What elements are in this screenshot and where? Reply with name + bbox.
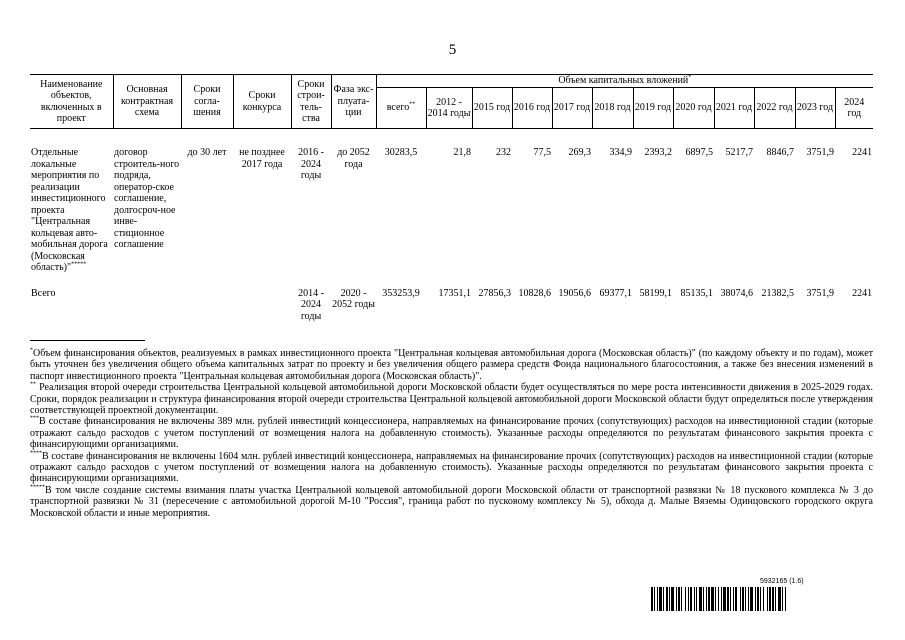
barcode-bar	[748, 587, 749, 611]
barcode-bar	[681, 587, 682, 611]
row-value: 10828,6	[518, 287, 551, 299]
row-name: Всего	[31, 287, 56, 299]
footnote: ****В составе финансирования не включены 1604 млн. рублей инвестиций концессионера, направляемых на финансирование прочих (сопутствующих) расходов на инвестиционной стадии (которые отражают сальдо расходов с учетом поступлений от возмещения налога на добавленную стоимость). Указанные расходы определяются по результатам финансового закрытия проекта с финансирующими организациями.	[30, 450, 873, 485]
barcode-bar	[775, 587, 776, 611]
header-year: 2012 - 2014 годы	[426, 88, 472, 129]
footnotes	[30, 348, 873, 519]
row-total: 353253,9	[382, 287, 420, 299]
page-number: 5	[448, 42, 457, 58]
footnote-separator	[30, 340, 145, 341]
barcode	[651, 587, 872, 611]
barcode-bar	[769, 587, 771, 611]
header-year: 2018 год	[592, 88, 633, 129]
row-value: 38074,6	[720, 287, 753, 299]
barcode-bar	[763, 587, 764, 611]
barcode-bar	[694, 587, 695, 611]
barcode-bar	[745, 587, 746, 611]
barcode-bar	[678, 587, 680, 611]
barcode-bar	[676, 587, 677, 611]
barcode-bar	[757, 587, 759, 611]
row-operation: 2020 - 2052 годы	[332, 287, 375, 310]
barcode-bar	[690, 587, 692, 611]
barcode-bar	[767, 587, 768, 611]
barcode-bar	[669, 587, 670, 611]
header-year: 2020 год	[673, 88, 714, 129]
header-tender: Сроки конкурса	[233, 75, 291, 129]
barcode-bar	[671, 587, 674, 611]
footnote: *****В том числе создание системы взимания платы участка Центральной кольцевой автомобильной дороги Московской области от транспортной развязки № 18 пускового комплекса № 3 до транспортной развязки № 31 (пересечение с автомобильной дорогой М-10 "Россия", граница работ по пусковому комплексу № 5), обхода д. Малые Вяземы Одинцовского городского округа Московской области и иные мероприятия.	[30, 484, 873, 519]
barcode-bar	[742, 587, 744, 611]
row-value: 85135,1	[680, 287, 713, 299]
barcode-bar	[785, 587, 786, 611]
barcode-bar	[782, 587, 783, 611]
row-value: 2241	[852, 147, 873, 158]
barcode-bar	[651, 587, 653, 611]
header-build: Сроки строи-тель-ства	[291, 75, 331, 129]
barcode-bar	[718, 587, 719, 611]
header-deadline: Сроки согла-шения	[181, 75, 233, 129]
barcode-bar	[708, 587, 710, 611]
barcode-bar	[659, 587, 662, 611]
table-row	[30, 288, 873, 323]
row-value: 58199,1	[639, 287, 672, 299]
footnote: ** Реализация второй очереди строительства Центральной кольцевой автомобильной дороги Московской области будет осуществляться по мере роста интенсивности движения в 2025-2029 годах. Сроки, порядок реализации и структура финансирования второй очереди строительства Центральной кольцевой автомобильной дороги Московской области будут определяться после утверждения соответствующей проектной документации.	[30, 381, 873, 417]
barcode-bar	[750, 587, 753, 611]
barcode-bar	[699, 587, 702, 611]
row-value: 77,5	[533, 147, 551, 158]
barcode-bar	[706, 587, 707, 611]
barcode-bar	[663, 587, 664, 611]
row-value: 269,3	[568, 147, 591, 158]
barcode-bar	[723, 587, 726, 611]
barcode-bar	[657, 587, 658, 611]
capital-investment-table	[30, 74, 873, 322]
header-scheme: Основная контрактная схема	[113, 75, 181, 129]
barcode-bar	[760, 587, 761, 611]
barcode-bar	[696, 587, 697, 611]
header-operation: Фаза экс-плуата-ции	[331, 75, 376, 129]
barcode-bar	[740, 587, 741, 611]
barcode-bar	[733, 587, 734, 611]
row-value: 21,8	[453, 147, 471, 158]
row-value: 2393,2	[644, 147, 672, 158]
barcode-bar	[666, 587, 668, 611]
row-total: 30283,5	[384, 147, 418, 158]
row-value: 6897,5	[685, 147, 713, 158]
table-row	[30, 147, 873, 274]
barcode-bar	[772, 587, 774, 611]
row-value: 21382,5	[761, 287, 794, 299]
footnote: *Объем финансирования объектов, реализуемых в рамках инвестиционного проекта "Центральная кольцевая автомобильная дорога (Московская область)" (по каждому объекту и по годам), может быть уточнен без увеличения общего объема капитальных затрат по проекту и без увеличения общего размера средств Фонда национального благосостояния, а также без внесения изменений в паспорт инвестиционного проекта "Центральная кольцевая автомобильная дорога (Московская область)".	[30, 347, 873, 382]
barcode-bar	[755, 587, 756, 611]
row-value: 17351,1	[438, 287, 471, 299]
barcode-bar	[735, 587, 737, 611]
row-value: 19056,6	[558, 287, 591, 299]
row-build: 2016 - 2024 годы	[298, 147, 324, 181]
barcode-bar	[715, 587, 716, 611]
row-value: 3751,9	[806, 147, 834, 158]
row-value: 69377,1	[599, 287, 632, 299]
row-deadline: до 30 лет	[187, 147, 227, 158]
barcode-bar	[688, 587, 689, 611]
header-year: 2021 год	[714, 88, 754, 129]
header-year: 2016 год	[512, 88, 552, 129]
row-value: 5217,7	[725, 147, 753, 158]
row-value: 8846,7	[766, 147, 794, 158]
header-name: Наименование объектов, включенных в проект	[30, 75, 113, 129]
row-value: 3751,9	[806, 287, 834, 299]
barcode-bar	[703, 587, 704, 611]
barcode-bar	[711, 587, 714, 611]
row-scheme: договор строитель-ного подряда, оператор-ское соглашение, долгосроч-ное инве-стиционное соглашение	[114, 147, 180, 250]
row-value: 232	[496, 147, 511, 158]
footnote: ***В составе финансирования не включены 389 млн. рублей инвестиций концессионера, направляемых на финансирование прочих (сопутствующих) расходов на инвестиционной стадии (которые отражают сальдо расходов с учетом поступлений от возмещения налога на добавленную стоимость). Указанные расходы определяются по результатам финансового закрытия проекта с финансирующими организациями.	[30, 416, 873, 451]
row-value: 334,9	[609, 147, 632, 158]
header-capex-group: Объем капитальных вложений*	[376, 75, 873, 88]
row-build: 2014 - 2024 годы	[298, 287, 324, 322]
header-total: всего**	[376, 88, 426, 129]
row-operation: до 2052 года	[337, 147, 370, 170]
row-name: Отдельные локальные мероприятия по реализации инвестиционного проекта "Центральная кольцевая авто-мобильная дорога (Московская область)"*****	[31, 147, 108, 273]
header-year: 2022 год	[754, 88, 795, 129]
barcode-bar	[727, 587, 729, 611]
header-year: 2019 год	[633, 88, 673, 129]
barcode-bar	[721, 587, 722, 611]
barcode-bar	[730, 587, 731, 611]
header-year: 2023 год	[795, 88, 835, 129]
barcode-bar	[654, 587, 655, 611]
barcode-bar	[778, 587, 781, 611]
header-year: 2024 год	[835, 88, 873, 129]
row-value: 27856,3	[478, 287, 511, 299]
barcode-bar	[685, 587, 686, 611]
barcode-code: 5932165 (1.6)	[760, 578, 804, 585]
header-year: 2015 год	[472, 88, 512, 129]
row-tender: не позднее 2017 года	[239, 147, 285, 170]
header-year: 2017 год	[552, 88, 592, 129]
row-value: 2241	[852, 287, 873, 299]
